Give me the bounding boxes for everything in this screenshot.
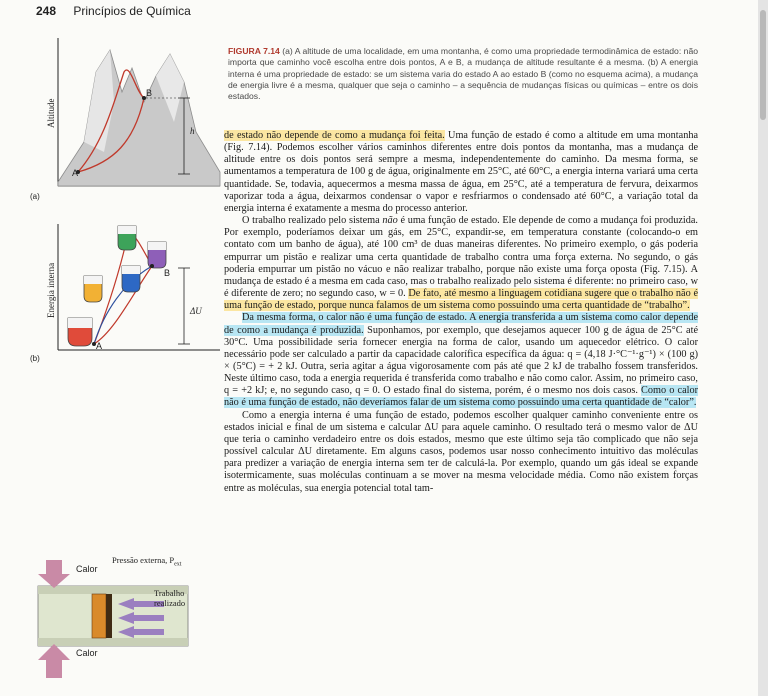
flask-red	[68, 318, 92, 346]
figure-b-point-a: A	[96, 341, 103, 351]
heat-arrow-bottom	[38, 644, 70, 678]
figure-a-mountain	[44, 32, 224, 202]
page-number: 248	[36, 4, 57, 18]
figure-a-height-label: h	[190, 126, 195, 136]
caption-text: (a) A altitude de uma localidade, em uma montanha, é como uma propriedade termodinâmica de estado: não importa que caminho você escolha entre dois pontos, A e B, a mudança de altitude resultante é a mesma. (b) A energia interna é uma propriedade de estado: se um sistema varia do estado A ao estado B (como no esquema acima), a mudança de energia livre é a mesma, qualquer que seja o caminho – a sequência de mudanças físicas ou químicas – entre os dois estados.	[228, 46, 699, 102]
heat-label-top: Calor	[76, 564, 98, 574]
scrollbar[interactable]	[758, 0, 768, 696]
figure-a-panel-label: (a)	[30, 192, 40, 201]
highlight-state-function: de estado não depende de como a mudança foi feita.	[224, 130, 445, 141]
paragraph-2-text-a: O trabalho realizado pelo sistema	[242, 215, 383, 227]
body-text	[224, 130, 698, 495]
pressure-label-text: Pressão externa, P	[112, 555, 175, 565]
flask-green	[118, 226, 136, 250]
paragraph-1-text: Uma função de estado é como a altitude em uma montanha (Fig. 7.14). Podemos escolher vários caminhos diferentes entre dois pontos da montanha, mas a mudança de altitude entre os dois pontos será sempre a mesma, independentemente do caminho. Da mesma forma, se aumentamos a temperatura de 100 g de água, originalmente em 25°C, até 60°C, a energia interna variará uma certa quantidade. Se, todavia, aquecermos a mesma massa de água, em 25°C, até a temperatura de fervura, deixarmos vaporizar toda a água, deixarmos condensar o vapor e resfriarmos o condensado até 60°C, a variação total da energia interna é exatamente a mesma do processo anterior.	[224, 130, 698, 214]
flask-blue	[122, 266, 140, 292]
paragraph-2	[224, 215, 698, 312]
flask-orange	[84, 276, 102, 302]
scrollbar-thumb[interactable]	[760, 10, 766, 120]
heat-label-bottom: Calor	[76, 648, 98, 658]
figure-piston	[34, 560, 224, 696]
paragraph-3	[224, 312, 698, 409]
figure-b-delta-label: ΔU	[190, 306, 202, 316]
book-title: Princípios de Química	[73, 4, 191, 18]
heat-arrow-top	[38, 560, 70, 588]
highlight-heat-a: Da mesma forma, o calor não é uma função de estado. A energia transferida a um sistema como calor depende de como a mudança é produzida.	[224, 312, 698, 336]
figure-a-point-a: A	[72, 168, 79, 178]
paragraph-2-text-b: é uma função de estado. Ele depende de como a mudança foi produzida. Por exemplo, poderíamos deixar um gás, em 25°C, expandir-se, em temperatura constante (colocando-o em contato com um banho de água), até 100 cm³ de duas maneiras diferentes. No primeiro exemplo, o gás poderia empurrar um pistão e realizar uma certa quantidade de trabalho contra uma força externa. No segundo, o gás poderia empurrar um pistão no vácuo e não realizar trabalho, porque não existe uma força oposta (Fig. 7.15). A mudança de estado é a mesma em cada caso, mas o trabalho realizado pelo sistema é diferente: no primeiro caso, w é diferente de zero; no segundo caso, w = 0.	[224, 215, 698, 300]
highlight-work: De fato, até mesmo a linguagem cotidiana sugere que o trabalho não é uma função de estado, porque nunca falamos de um sistema como possuindo uma certa quantidade de “trabalho”.	[224, 288, 698, 312]
pressure-label	[112, 555, 182, 570]
figure-caption	[228, 46, 698, 102]
work-label: Trabalho realizado	[154, 588, 186, 608]
figure-b-axis-label: Energia interna	[46, 262, 56, 318]
page-header	[36, 4, 191, 18]
figure-a-point-b: B	[146, 88, 153, 98]
paragraph-2-emphasis: não	[382, 215, 398, 227]
figure-b-panel-label: (b)	[30, 354, 40, 363]
paragraph-1	[224, 130, 698, 215]
flask-purple	[148, 242, 166, 268]
highlight-heat-b: Como o calor não é uma função de estado, não deveríamos falar de um sistema como possuindo uma certa quantidade de “calor”.	[224, 385, 699, 409]
paragraph-3-text: Suponhamos, por exemplo, que desejamos aquecer 100 g de água de 25°C até 30°C. Uma possibilidade seria fornecer energia na forma de calor, usando um aquecedor elétrico. O calor necessário pode ser calculado a partir da capacidade calorífica específica da água: q = (4,18 J·°C⁻¹·g⁻¹) × (100 g) × (5°C) = + 2 kJ. Outra, seria agitar a água vigorosamente com pás até que 2 kJ de trabalho fossem transferidos. Neste último caso, toda a energia requerida é transferida como trabalho e não como calor. Assim, no primeiro caso, q = +2 kJ; e, no segundo caso, q = 0. O estado final do sistema, porém, é o mesmo nos dois casos.	[224, 324, 698, 397]
figure-a-axis-label: Altitude	[46, 98, 56, 128]
figure-b-point-b: B	[164, 268, 171, 278]
figure-b-energy	[44, 222, 224, 362]
pressure-label-sub: ext	[174, 561, 182, 568]
paragraph-4: Como a energia interna é uma função de estado, podemos escolher qualquer caminho conveniente entre os estados inicial e final de um sistema e calcular ΔU para aquele caminho. O resultado terá o mesmo valor de ΔU que teria o caminho verdadeiro entre os dois estados, mesmo que este último seja tão complicado que não seja possível calcular ΔU diretamente. Em alguns casos, podemos usar nosso conhecimento intuitivo das moléculas para predizer a variação de energia interna sem ter de calculá-la. Por exemplo, quando um gás ideal se expande isotermicamente, suas moléculas continuam a se mover na mesma velocidade média. Como não existem forças entre as moléculas, sua energia potencial total tam-	[224, 409, 698, 494]
caption-tag: FIGURA 7.14	[228, 46, 280, 56]
